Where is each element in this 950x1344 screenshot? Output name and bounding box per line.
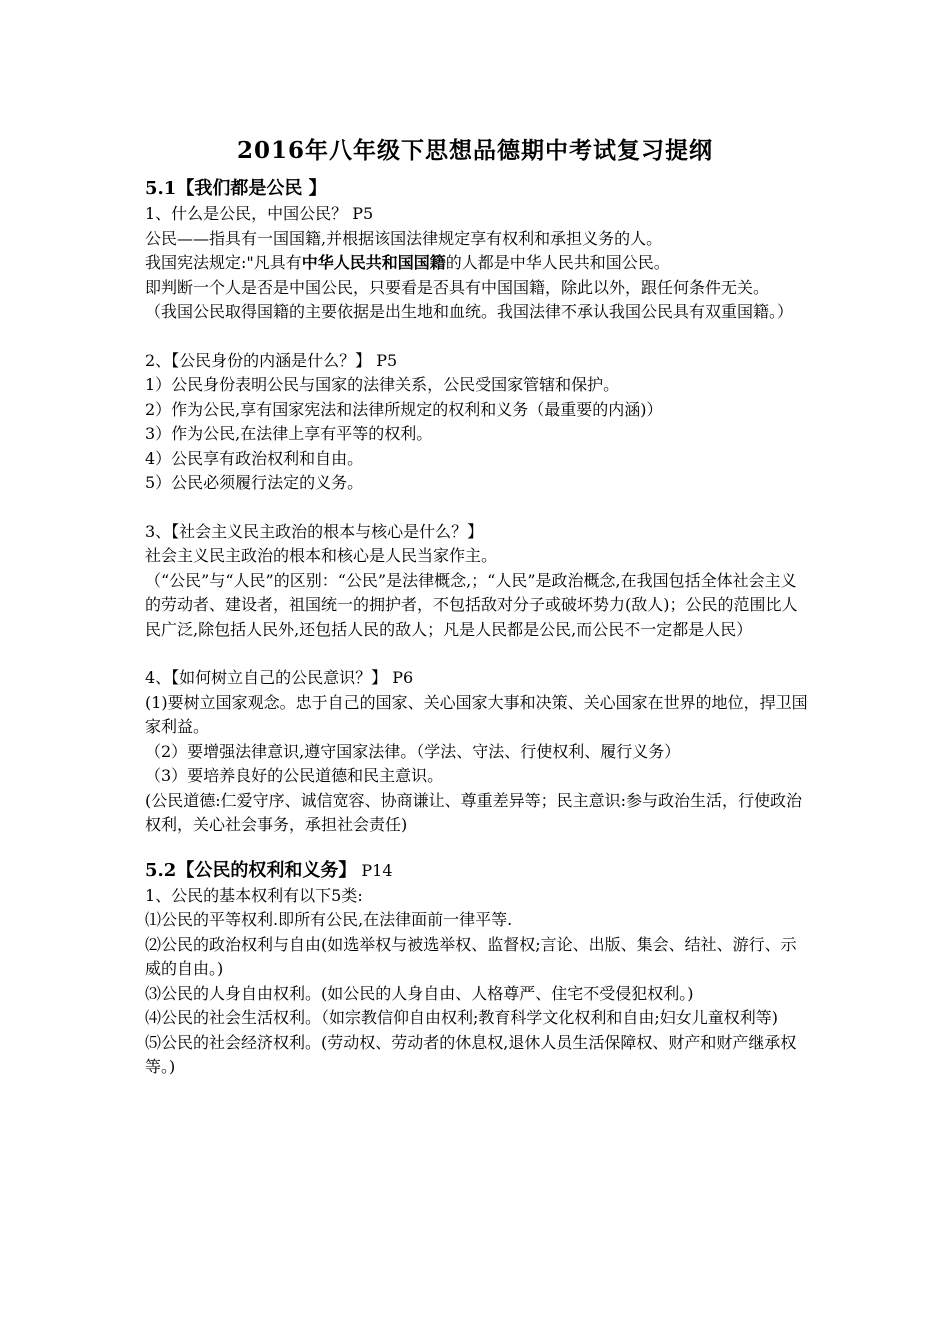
section-heading-5-2 xyxy=(145,858,810,884)
list-item: 3）作为公民,在法律上享有平等的权利。 xyxy=(145,424,433,443)
paragraph: 即判断一个人是否是中国公民，只要看是否具有中国国籍，除此以外，跟任何条件无关。 xyxy=(145,277,770,297)
heading-text: 5.2【公民的权利和义务】 xyxy=(145,859,357,881)
question-4: 4、【如何树立自己的公民意识？】 P6 xyxy=(145,668,414,687)
list-item: （2）要增强法律意识,遵守国家法律。（学法、守法、行使权利、履行义务） xyxy=(145,741,681,761)
list-item: ⑶公民的人身自由权利。(如公民的人身自由、人格尊严、住宅不受侵犯权利。) xyxy=(145,983,694,1003)
section-heading-5-1: 5.1【我们都是公民 】 xyxy=(145,178,327,199)
list-item: 1）公民身份表明公民与国家的法律关系，公民受国家管辖和保护。 xyxy=(145,375,620,394)
paragraph: （“公民”与“人民”的区别：“公民”是法律概念,；“人民”是政治概念,在我国包括全体社会主义的劳动者、建设者，祖国统一的拥护者，不包括敌对分子或破坏势力(敌人)；公民的范围比人民广泛,除包括人民外,还包括人民的敌人；凡是人民都是公民,而公民不一定都是人民） xyxy=(145,570,798,639)
list-item: 4）公民享有政治权利和自由。 xyxy=(145,448,364,468)
paragraph: 公民——指具有一国国籍,并根据该国法律规定享有权利和承担义务的人。 xyxy=(145,228,663,248)
list-item: ⑵公民的政治权利与自由(如选举权与被选举权、监督权;言论、出版、集会、结社、游行、示威的自由。) xyxy=(145,934,797,978)
bold-text: 中华人民共和国国籍 xyxy=(301,253,446,272)
list-item: (1)要树立国家观念。忠于自己的国家、关心国家大事和决策、关心国家在世界的地位，捍卫国家利益。 xyxy=(145,692,808,736)
list-item: ⑴公民的平等权利.即所有公民,在法律面前一律平等. xyxy=(145,910,513,929)
text-span: 我国宪法规定:"凡具有 xyxy=(145,253,302,272)
question-2: 2、【公民身份的内涵是什么？】 P5 xyxy=(145,350,398,370)
page-ref: P14 xyxy=(356,860,393,880)
list-item: （3）要培养良好的公民道德和民主意识。 xyxy=(145,766,444,785)
list-item: (公民道德:仁爱守序、诚信宽容、协商谦让、尊重差异等；民主意识:参与政治生活，行使政治权利，关心社会事务，承担社会责任) xyxy=(145,790,803,834)
paragraph xyxy=(145,251,810,276)
text-span: 的人都是中华人民共和国公民。 xyxy=(445,253,670,272)
list-item: ⑸公民的社会经济权利。(劳动权、劳动者的休息权,退休人员生活保障权、财产和财产继承权等。) xyxy=(145,1032,797,1076)
question-1: 1、什么是公民，中国公民？ P5 xyxy=(145,204,374,223)
list-item: 2）作为公民,享有国家宪法和法律所规定的权利和义务（最重要的内涵)） xyxy=(145,399,663,419)
document-body xyxy=(145,176,810,1080)
list-item: ⑷公民的社会生活权利。（如宗教信仰自由权利;教育科学文化权利和自由;妇女儿童权利等) xyxy=(145,1008,779,1027)
paragraph: （我国公民取得国籍的主要依据是出生地和血统。我国法律不承认我国公民具有双重国籍。） xyxy=(145,302,794,321)
document-title: 2016年八年级下思想品德期中考试复习提纲 xyxy=(236,137,713,164)
list-item: 5）公民必须履行法定的义务。 xyxy=(145,473,364,492)
paragraph: 社会主义民主政治的根本和核心是人民当家作主。 xyxy=(145,546,498,565)
question-1: 1、公民的基本权利有以下5类: xyxy=(145,885,363,905)
question-3: 3、【社会主义民主政治的根本与核心是什么？】 xyxy=(145,521,484,541)
